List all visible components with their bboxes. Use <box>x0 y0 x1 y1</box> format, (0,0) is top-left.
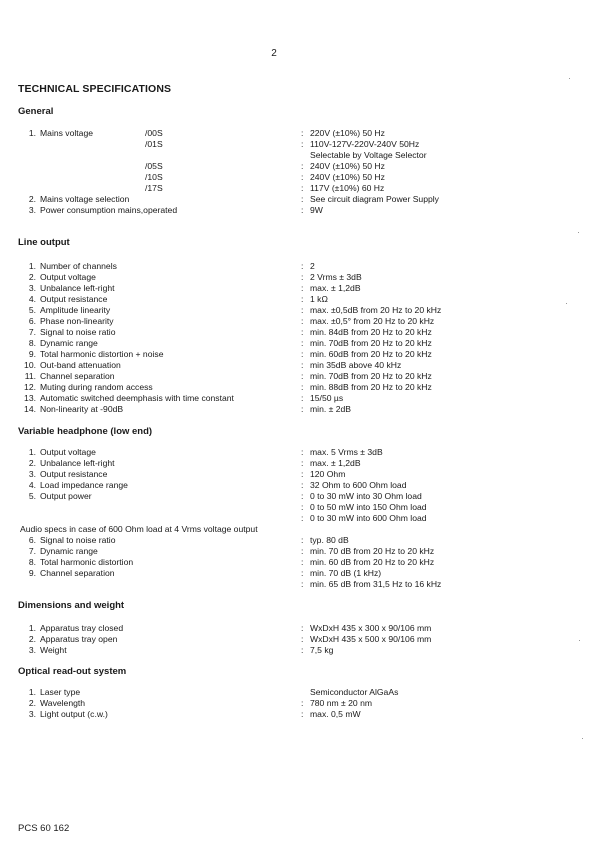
spec-variant: /05S <box>145 161 163 171</box>
spec-row <box>18 338 578 349</box>
spec-value: min. 60dB from 20 Hz to 20 kHz <box>310 349 432 359</box>
spec-label: Mains voltage <box>40 128 94 138</box>
section-optical <box>18 665 578 720</box>
section-heading: Line output <box>18 237 70 248</box>
spec-number: 6. <box>28 535 36 545</box>
separator-colon: : <box>301 393 304 403</box>
spec-value: min 35dB above 40 kHz <box>310 360 402 370</box>
spec-number: 2. <box>28 458 36 468</box>
spec-number: 7. <box>28 546 36 556</box>
spec-value: See circuit diagram Power Supply <box>310 194 439 204</box>
spec-label: Output voltage <box>40 272 96 282</box>
spec-value: max. ± 1,2dB <box>310 458 361 468</box>
separator-colon: : <box>301 161 304 171</box>
spec-row <box>18 382 578 393</box>
spec-label: Total harmonic distortion + noise <box>40 349 164 359</box>
spec-value: 240V (±10%) 50 Hz <box>310 172 385 182</box>
separator-colon: : <box>301 128 304 138</box>
spec-variant: /10S <box>145 172 163 182</box>
spec-label: Output voltage <box>40 447 96 457</box>
spec-label: Apparatus tray closed <box>40 623 124 633</box>
spec-row <box>18 128 578 139</box>
separator-colon: : <box>301 283 304 293</box>
spec-value: 9W <box>310 205 323 215</box>
separator-colon: : <box>301 382 304 392</box>
separator-colon: : <box>301 502 304 512</box>
spec-label: Channel separation <box>40 568 115 578</box>
separator-colon: : <box>301 360 304 370</box>
spec-value: min. 60 dB from 20 Hz to 20 kHz <box>310 557 435 567</box>
spec-label: Output resistance <box>40 469 108 479</box>
spec-row <box>18 161 578 172</box>
separator-colon: : <box>301 480 304 490</box>
spec-label: Unbalance left-right <box>40 458 115 468</box>
document-title: TECHNICAL SPECIFICATIONS <box>18 83 172 95</box>
document-code: PCS 60 162 <box>18 823 70 834</box>
separator-colon: : <box>301 272 304 282</box>
spec-row <box>18 150 578 161</box>
spec-row <box>18 687 578 698</box>
separator-colon: : <box>301 579 304 589</box>
spec-row <box>18 469 578 480</box>
spec-label: Dynamic range <box>40 338 98 348</box>
spec-value: min. 88dB from 20 Hz to 20 kHz <box>310 382 432 392</box>
spec-label: Audio specs in case of 600 Ohm load at 4 Vrms voltage output <box>20 524 258 534</box>
spec-number: 1. <box>28 128 36 138</box>
spec-row <box>18 205 578 216</box>
spec-label: Phase non-linearity <box>40 316 114 326</box>
spec-number: 1. <box>28 261 36 271</box>
separator-colon: : <box>301 513 304 523</box>
spec-label: Signal to noise ratio <box>40 535 116 545</box>
separator-colon: : <box>301 491 304 501</box>
spec-row <box>18 623 578 634</box>
spec-value: 780 nm ± 20 nm <box>310 698 373 708</box>
spec-row <box>18 327 578 338</box>
spec-value: 15/50 µs <box>310 393 344 403</box>
spec-row <box>18 480 578 491</box>
separator-colon: : <box>301 458 304 468</box>
section-general <box>18 105 578 216</box>
spec-number: 9. <box>28 349 36 359</box>
spec-number: 3. <box>28 469 36 479</box>
spec-row <box>18 172 578 183</box>
separator-colon: : <box>301 194 304 204</box>
spec-value: min. 70 dB (1 kHz) <box>310 568 382 578</box>
separator-colon: : <box>301 261 304 271</box>
spec-row <box>18 502 578 513</box>
separator-colon: : <box>301 172 304 182</box>
spec-row <box>18 634 578 645</box>
section-heading: Dimensions and weight <box>18 600 125 611</box>
spec-value: min. ± 2dB <box>310 404 352 414</box>
spec-value: 117V (±10%) 60 Hz <box>310 183 385 193</box>
spec-value: Semiconductor AlGaAs <box>310 687 399 697</box>
spec-value: max. ±0,5dB from 20 Hz to 20 kHz <box>310 305 442 315</box>
spec-number: 9. <box>28 568 36 578</box>
spec-row <box>18 371 578 382</box>
spec-row <box>18 491 578 502</box>
spec-row <box>18 139 578 150</box>
spec-value: min. 70dB from 20 Hz to 20 kHz <box>310 338 432 348</box>
spec-label: Automatic switched deemphasis with time constant <box>40 393 234 403</box>
separator-colon: : <box>301 139 304 149</box>
separator-colon: : <box>301 183 304 193</box>
spec-label: Output power <box>40 491 92 501</box>
spec-row <box>18 447 578 458</box>
spec-label: Amplitude linearity <box>40 305 111 315</box>
spec-label: Channel separation <box>40 371 115 381</box>
spec-number: 11. <box>24 371 36 381</box>
separator-colon: : <box>301 546 304 556</box>
spec-number: 5. <box>28 305 36 315</box>
spec-value: 32 Ohm to 600 Ohm load <box>310 480 407 490</box>
spec-row <box>18 283 578 294</box>
spec-label: Wavelength <box>40 698 86 708</box>
spec-value: min. 65 dB from 31,5 Hz to 16 kHz <box>310 579 442 589</box>
separator-colon: : <box>301 698 304 708</box>
spec-variant: /00S <box>145 128 163 138</box>
spec-number: 5. <box>28 491 36 501</box>
section-heading: Optical read-out system <box>18 666 127 677</box>
spec-value: 220V (±10%) 50 Hz <box>310 128 385 138</box>
separator-colon: : <box>301 338 304 348</box>
spec-value: max. ± 1,2dB <box>310 283 361 293</box>
spec-label: Total harmonic distortion <box>40 557 134 567</box>
spec-row <box>18 698 578 709</box>
separator-colon: : <box>301 371 304 381</box>
scan-speck <box>578 232 579 233</box>
spec-row <box>18 261 578 272</box>
scan-speck <box>569 78 570 79</box>
spec-label: Power consumption mains,operated <box>40 205 178 215</box>
spec-row <box>18 305 578 316</box>
separator-colon: : <box>301 316 304 326</box>
scan-speck <box>566 303 567 304</box>
separator-colon: : <box>301 634 304 644</box>
separator-colon: : <box>301 469 304 479</box>
spec-variant: /01S <box>145 139 163 149</box>
spec-label: Apparatus tray open <box>40 634 118 644</box>
spec-value: 240V (±10%) 50 Hz <box>310 161 385 171</box>
spec-number: 1. <box>28 687 36 697</box>
separator-colon: : <box>301 205 304 215</box>
spec-label: Light output (c.w.) <box>40 709 108 719</box>
scan-speck <box>579 640 580 641</box>
spec-row <box>18 524 578 535</box>
spec-value: 1 kΩ <box>310 294 328 304</box>
spec-value: Selectable by Voltage Selector <box>310 150 427 160</box>
separator-colon: : <box>301 557 304 567</box>
section-heading: Variable headphone (low end) <box>18 426 153 437</box>
spec-row <box>18 568 578 579</box>
section-line-output <box>18 236 578 415</box>
spec-row <box>18 183 578 194</box>
spec-row <box>18 645 578 656</box>
spec-value: typ. 80 dB <box>310 535 349 545</box>
spec-label: Non-linearity at -90dB <box>40 404 124 414</box>
spec-value: WxDxH 435 x 500 x 90/106 mm <box>310 634 432 644</box>
spec-label: Signal to noise ratio <box>40 327 116 337</box>
spec-row <box>18 316 578 327</box>
spec-value: 0 to 30 mW into 600 Ohm load <box>310 513 427 523</box>
spec-number: 6. <box>28 316 36 326</box>
spec-number: 4. <box>28 480 36 490</box>
spec-row <box>18 557 578 568</box>
spec-value: 0 to 30 mW into 30 Ohm load <box>310 491 422 501</box>
spec-value: 110V-127V-220V-240V 50Hz <box>310 139 420 149</box>
spec-label: Unbalance left-right <box>40 283 115 293</box>
spec-number: 2. <box>28 194 36 204</box>
spec-number: 3. <box>28 283 36 293</box>
separator-colon: : <box>301 294 304 304</box>
spec-number: 8. <box>28 338 36 348</box>
spec-number: 3. <box>28 205 36 215</box>
spec-value: 120 Ohm <box>310 469 346 479</box>
spec-number: 3. <box>28 709 36 719</box>
spec-value: 0 to 50 mW into 150 Ohm load <box>310 502 427 512</box>
spec-label: Output resistance <box>40 294 108 304</box>
spec-value: min. 70 dB from 20 Hz to 20 kHz <box>310 546 435 556</box>
spec-label: Weight <box>40 645 67 655</box>
spec-value: max. 5 Vrms ± 3dB <box>310 447 383 457</box>
spec-number: 1. <box>28 447 36 457</box>
spec-number: 1. <box>28 623 36 633</box>
separator-colon: : <box>301 447 304 457</box>
spec-value: min. 84dB from 20 Hz to 20 kHz <box>310 327 432 337</box>
spec-row <box>18 194 578 205</box>
spec-row <box>18 546 578 557</box>
spec-value: WxDxH 435 x 300 x 90/106 mm <box>310 623 432 633</box>
spec-value: max. 0,5 mW <box>310 709 361 719</box>
spec-label: Out-band attenuation <box>40 360 121 370</box>
spec-number: 14. <box>24 404 36 414</box>
spec-number: 7. <box>28 327 36 337</box>
spec-number: 2. <box>28 634 36 644</box>
spec-value: max. ±0,5° from 20 Hz to 20 kHz <box>310 316 435 326</box>
spec-number: 2. <box>28 272 36 282</box>
separator-colon: : <box>301 645 304 655</box>
spec-row <box>18 349 578 360</box>
spec-variant: /17S <box>145 183 163 193</box>
page-number: 2 <box>271 48 277 59</box>
spec-label: Load impedance range <box>40 480 128 490</box>
separator-colon: : <box>301 349 304 359</box>
spec-row <box>18 404 578 415</box>
separator-colon: : <box>301 568 304 578</box>
spec-value: 2 Vrms ± 3dB <box>310 272 362 282</box>
spec-row <box>18 294 578 305</box>
spec-value: min. 70dB from 20 Hz to 20 kHz <box>310 371 432 381</box>
separator-colon: : <box>301 305 304 315</box>
spec-row <box>18 458 578 469</box>
spec-number: 13. <box>24 393 36 403</box>
separator-colon: : <box>301 535 304 545</box>
spec-label: Dynamic range <box>40 546 98 556</box>
spec-row <box>18 360 578 371</box>
spec-label: Number of channels <box>40 261 117 271</box>
separator-colon: : <box>301 404 304 414</box>
spec-value: 2 <box>310 261 315 271</box>
spec-row <box>18 513 578 524</box>
section-headphone <box>18 425 578 590</box>
spec-row <box>18 579 578 590</box>
spec-number: 10. <box>24 360 36 370</box>
spec-number: 12. <box>24 382 36 392</box>
spec-value: 7,5 kg <box>310 645 334 655</box>
spec-label: Mains voltage selection <box>40 194 130 204</box>
section-heading: General <box>18 106 54 117</box>
spec-row <box>18 272 578 283</box>
separator-colon: : <box>301 623 304 633</box>
separator-colon: : <box>301 327 304 337</box>
spec-row <box>18 535 578 546</box>
spec-row <box>18 393 578 404</box>
spec-row <box>18 709 578 720</box>
spec-label: Muting during random access <box>40 382 153 392</box>
scan-speck <box>582 738 583 739</box>
spec-number: 8. <box>28 557 36 567</box>
spec-number: 4. <box>28 294 36 304</box>
spec-number: 3. <box>28 645 36 655</box>
section-dimensions <box>18 599 578 656</box>
separator-colon: : <box>301 709 304 719</box>
spec-number: 2. <box>28 698 36 708</box>
spec-label: Laser type <box>40 687 81 697</box>
